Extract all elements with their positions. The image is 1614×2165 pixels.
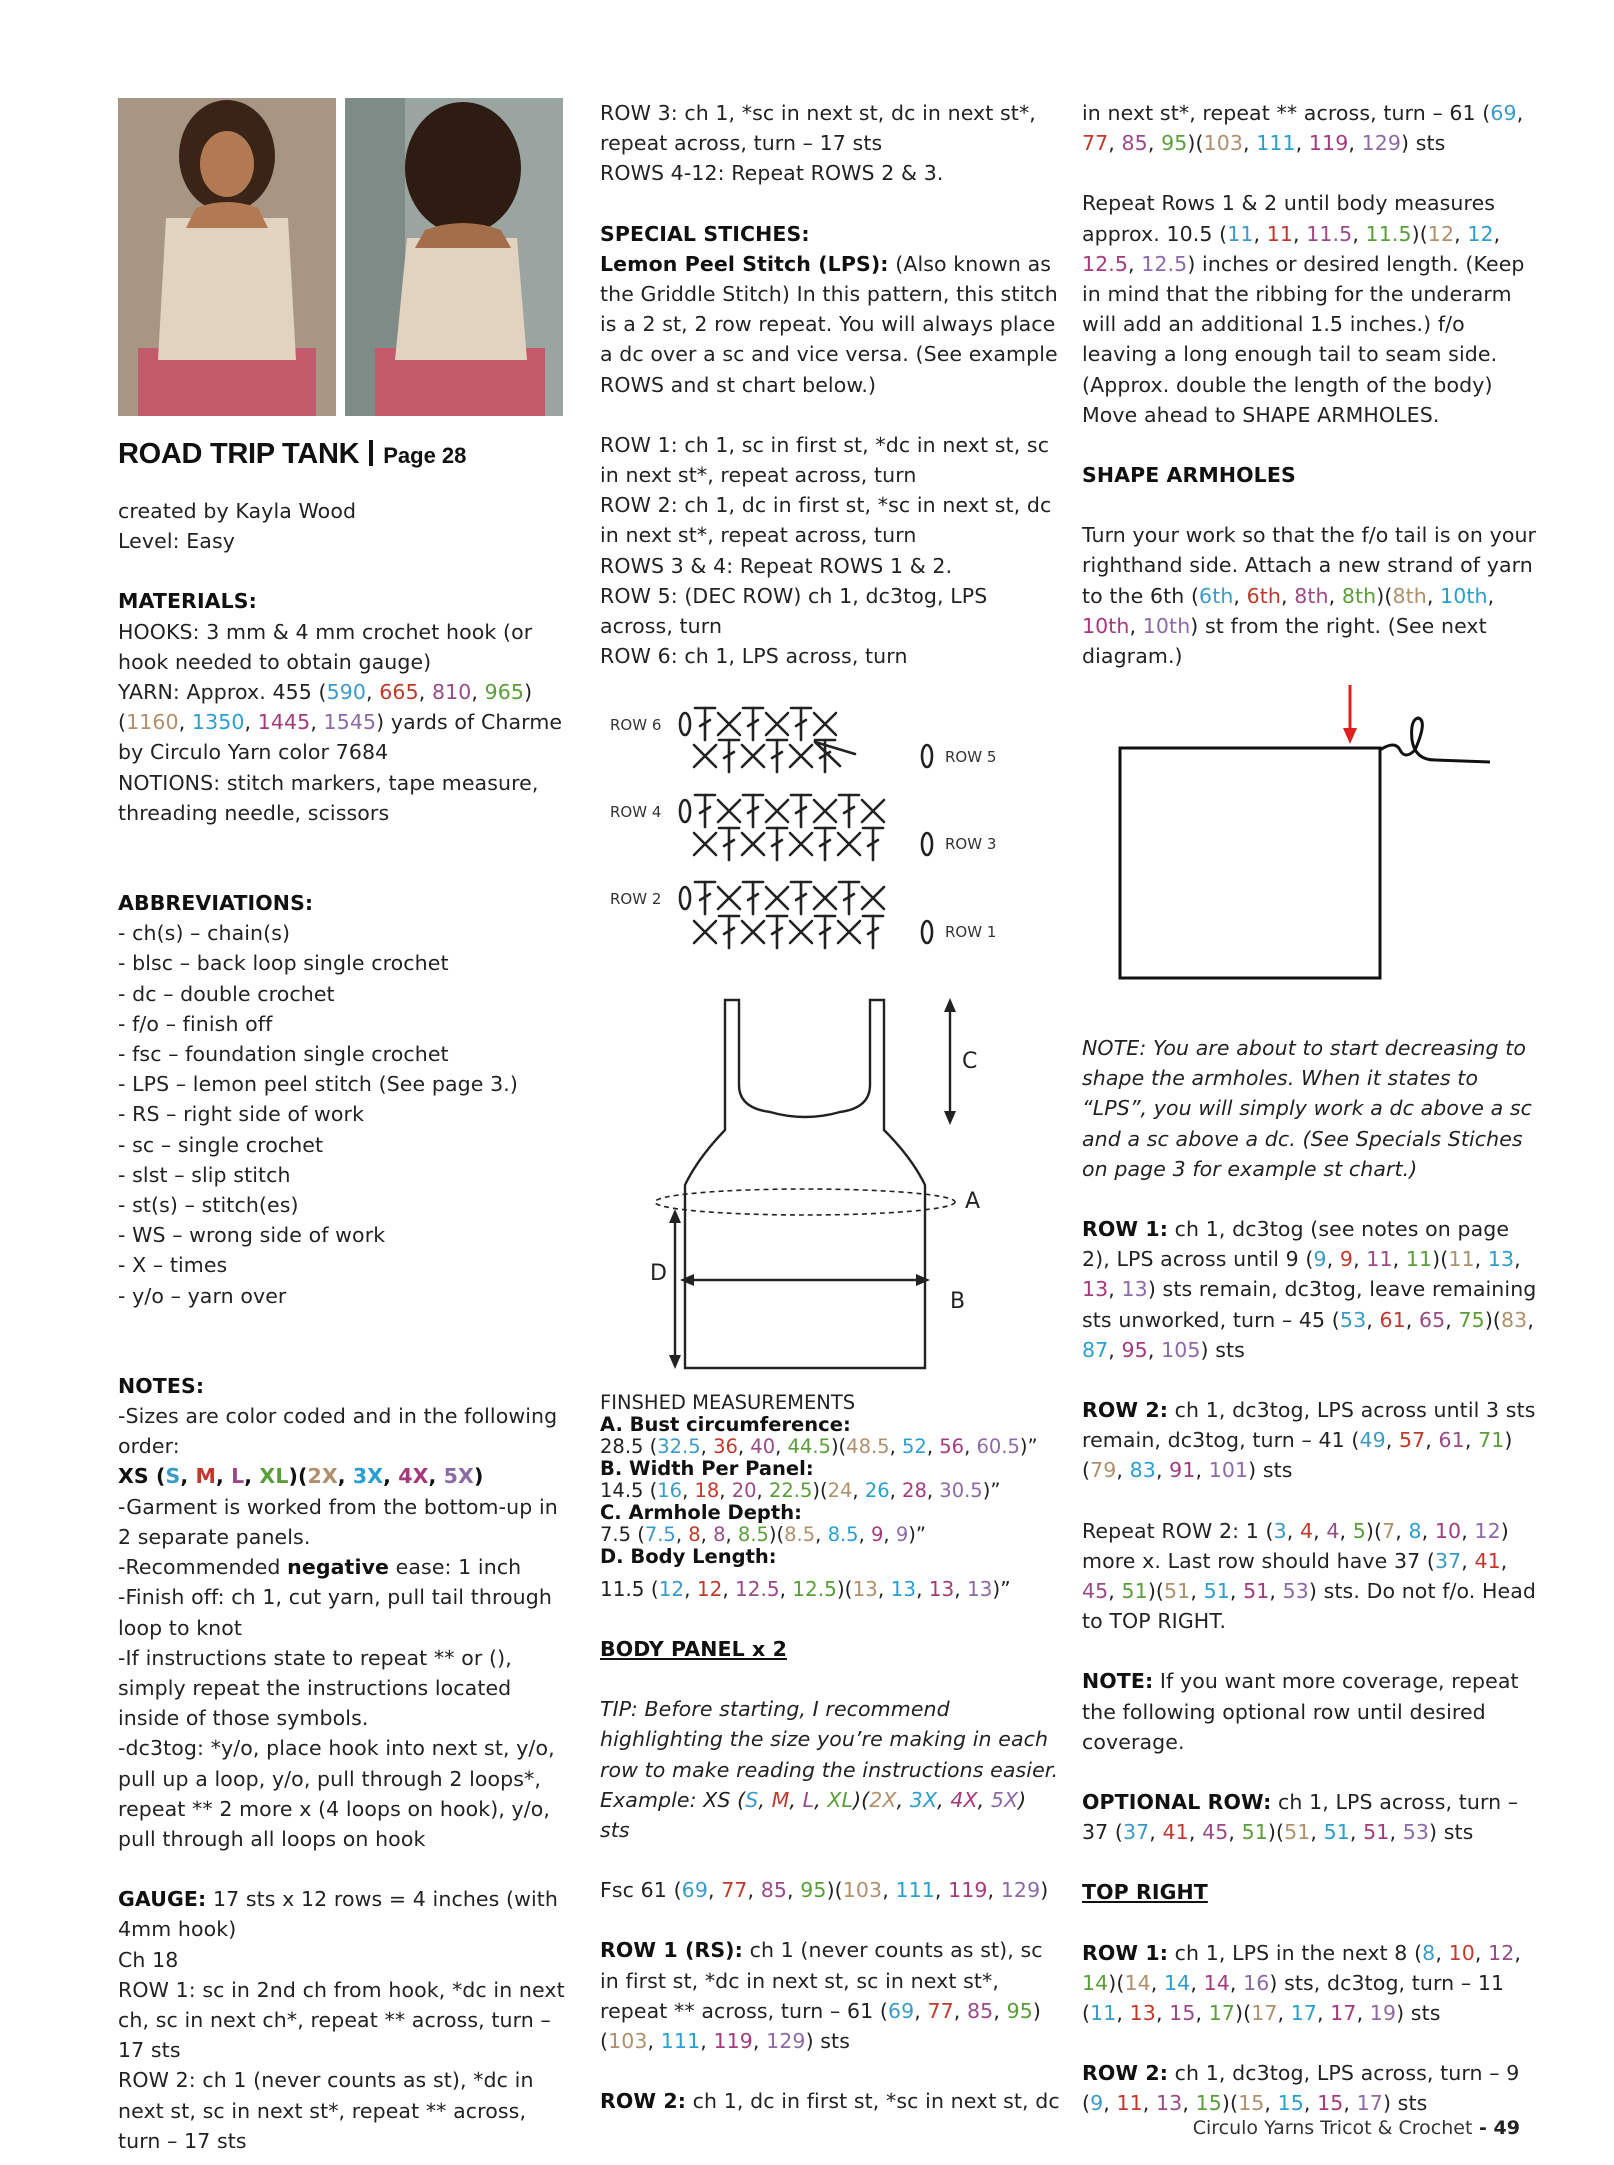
notions-line: NOTIONS: stitch markers, tape measure, threading needle, scissors bbox=[118, 770, 539, 825]
page-number: 49 bbox=[1493, 2117, 1520, 2139]
chart-label-row2: ROW 2 bbox=[610, 890, 662, 908]
bust-line bbox=[655, 1189, 955, 1215]
pattern-title-row bbox=[118, 438, 466, 471]
abbr-item: - LPS – lemon peel stitch (See page 3.) bbox=[118, 1072, 518, 1097]
chart-label-row3: ROW 3 bbox=[945, 835, 997, 853]
abbreviations-heading: ABBREVIATIONS: bbox=[118, 891, 314, 916]
chart-label-row5: ROW 5 bbox=[945, 748, 997, 766]
meas-b-label: B. Width Per Panel: bbox=[600, 1457, 814, 1480]
body-panel-heading: BODY PANEL x 2 bbox=[600, 1637, 787, 1661]
column-3-lower bbox=[1082, 1033, 1542, 2119]
finished-measurements bbox=[600, 1392, 1060, 1604]
lps-description: Lemon Peel Stitch (LPS): (Also known as the Griddle Stitch) In this pattern, this stitch is a 2 st, 2 row repeat. You will always place a dc over a sc and vice versa. (See example ROWS and st chart below.) bbox=[600, 251, 1058, 397]
special-stitches-heading: SPECIAL STICHES: bbox=[600, 221, 810, 246]
armhole-row-1: ROW 1: ch 1, dc3tog (see notes on page 2), LPS across until 9 (9, 9, 11, 11)(11, 13, 13, 13) sts remain, dc3tog, leave remaining sts unworked, turn – 45 (53, 61, 65, 75)(83, 87, 95, 105) sts bbox=[1082, 1217, 1537, 1362]
model-back-image bbox=[345, 98, 563, 416]
repeat-rows-line: Repeat Rows 1 & 2 until body measures approx. 10.5 (11, 11, 11.5, 11.5)(12, 12, 12.5, 12.5) inches or desired length. (Keep in mind that the ribbing for the underarm will add an additional 1.5 inches.) f/o leaving a long enough tail to seam side. (Approx. double the length of the body) Move ahead to SHAPE ARMHOLES. bbox=[1082, 191, 1525, 427]
finish-off-note: -Finish off: ch 1, cut yarn, pull tail through loop to knot bbox=[118, 1585, 552, 1640]
meas-d-values: 11.5 (12, 12, 12.5, 12.5)(13, 13, 13, 13)” bbox=[600, 1577, 1011, 1601]
model-front-photo bbox=[118, 98, 336, 416]
chain-symbol bbox=[680, 713, 690, 735]
abbr-item: - WS – wrong side of work bbox=[118, 1223, 386, 1248]
armhole-row-2: ROW 2: ch 1, dc3tog, LPS across until 3 sts remain, dc3tog, turn – 41 (49, 57, 61, 71)(79, 83, 91, 101) sts bbox=[1082, 1398, 1536, 1483]
pattern-title: ROAD TRIP TANK bbox=[118, 438, 360, 470]
top-right-row-2: ROW 2: ch 1, dc3tog, LPS across, turn – 9 (9, 11, 13, 15)(15, 15, 15, 17) sts bbox=[1082, 2061, 1520, 2116]
column-3 bbox=[1082, 98, 1542, 671]
chart-label-row6: ROW 6 bbox=[610, 716, 662, 734]
yarn-line: YARN: Approx. 455 (590, 665, 810, 965)(1160, 1350, 1445, 1545) yards of Charme by Circulo Yarn color 7684 bbox=[118, 680, 563, 765]
italic-note: NOTE: You are about to start decreasing to shape the armholes. When it states to “LPS”, you will simply work a dc above a sc and a sc above a dc. (See Specials Stiches on page 3 for example st chart.) bbox=[1082, 1036, 1533, 1181]
notes-sizes-line: -Sizes are color coded and in the following order: bbox=[118, 1404, 558, 1459]
label-a: A bbox=[965, 1189, 981, 1214]
example-row: ROWS 3 & 4: Repeat ROWS 1 & 2. bbox=[600, 553, 953, 578]
column-2 bbox=[600, 98, 1060, 671]
dc3tog-note: -dc3tog: *y/o, place hook into next st, y/o, pull up a loop, y/o, pull through 2 loops*, repeat ** 2 more x (4 loops on hook), y/o, pull through all loops on hook bbox=[118, 1736, 555, 1851]
shape-armholes-heading: SHAPE ARMHOLES bbox=[1082, 463, 1296, 488]
page-reference: Page 28 bbox=[383, 443, 467, 468]
tank-schematic bbox=[640, 990, 1010, 1375]
abbr-item: - st(s) – stitch(es) bbox=[118, 1193, 299, 1218]
abbr-item: - RS – right side of work bbox=[118, 1102, 365, 1127]
gauge-row: ROWS 4-12: Repeat ROWS 2 & 3. bbox=[600, 161, 944, 186]
abbr-item: - sc – single crochet bbox=[118, 1132, 324, 1157]
column-1 bbox=[118, 496, 573, 2156]
notes-heading: NOTES: bbox=[118, 1373, 205, 1398]
gauge-row: ROW 2: ch 1 (never counts as st), *dc in next st, sc in next st*, repeat ** across, turn – 17 sts bbox=[118, 2068, 534, 2153]
optional-row: OPTIONAL ROW: ch 1, LPS across, turn –37 (37, 41, 45, 51)(51, 51, 51, 53) sts bbox=[1082, 1790, 1519, 1845]
chart-label-row4: ROW 4 bbox=[610, 803, 662, 821]
turn-work-line: Turn your work so that the f/o tail is on your righthand side. Attach a new strand of yarn to the 6th (6th, 6th, 8th, 8th)(8th, 10th, 10th, 10th) st from the right. (See next diagram.) bbox=[1082, 523, 1537, 669]
meas-b-values: 14.5 (16, 18, 20, 22.5)(24, 26, 28, 30.5)” bbox=[600, 1479, 1001, 1502]
abbr-item: - ch(s) – chain(s) bbox=[118, 921, 291, 946]
example-row: ROW 5: (DEC ROW) ch 1, dc3tog, LPS across, turn bbox=[600, 583, 988, 639]
stitch-chart bbox=[605, 676, 1025, 961]
gauge-line: GAUGE: 17 sts x 12 rows = 4 inches (with 4mm hook) bbox=[118, 1887, 559, 1942]
bottom-up-note: -Garment is worked from the bottom-up in 2 separate panels. bbox=[118, 1494, 558, 1549]
abbr-item: - blsc – back loop single crochet bbox=[118, 951, 449, 976]
body-row-2: ROW 2: ch 1, dc in first st, *sc in next st, dc bbox=[600, 2089, 1060, 2114]
coverage-note: NOTE: If you want more coverage, repeat the following optional row until desired coverage. bbox=[1082, 1669, 1519, 1754]
chain-symbol bbox=[922, 921, 932, 943]
model-back-photo bbox=[345, 98, 563, 416]
example-row: ROW 1: ch 1, sc in first st, *dc in next st, sc in next st*, repeat across, turn bbox=[600, 432, 1050, 488]
hooks-line: HOOKS: 3 mm & 4 mm crochet hook (or hook needed to obtain gauge) bbox=[118, 619, 533, 674]
materials-heading: MATERIALS: bbox=[118, 589, 257, 614]
abbr-item: - y/o – yarn over bbox=[118, 1283, 287, 1308]
abbr-item: - f/o – finish off bbox=[118, 1011, 273, 1036]
gauge-row: ROW 1: sc in 2nd ch from hook, *dc in next ch, sc in next ch*, repeat ** across, turn – 17 sts bbox=[118, 1977, 565, 2063]
chain-symbol bbox=[922, 745, 932, 767]
label-b: B bbox=[950, 1289, 966, 1314]
measurements-heading: FINSHED MEASUREMENTS bbox=[600, 1391, 856, 1414]
label-c: C bbox=[962, 1049, 978, 1074]
page-footer: Circulo Yarns Tricot & Crochet - 49 bbox=[1192, 2117, 1520, 2139]
tip-text: TIP: Before starting, I recommend highlighting the size you’re making in each row to make reading the instructions easier. Example: XS (S, M, L, XL)(2X, 3X, 4X, 5X) sts bbox=[600, 1697, 1059, 1843]
title-separator bbox=[369, 440, 373, 466]
chart-label-row1: ROW 1 bbox=[945, 923, 997, 941]
chain-symbol bbox=[680, 887, 690, 909]
tank-outline bbox=[685, 1000, 925, 1368]
example-row: ROW 2: ch 1, dc in first st, *sc in next st, dc in next st*, repeat across, turn bbox=[600, 493, 1052, 548]
label-d: D bbox=[650, 1261, 667, 1286]
gauge-row: Ch 18 bbox=[118, 1947, 179, 1972]
fsc-line: Fsc 61 (69, 77, 85, 95)(103, 111, 119, 129) bbox=[600, 1878, 1049, 1903]
meas-c-values: 7.5 (7.5, 8, 8, 8.5)(8.5, 8.5, 9, 9)” bbox=[600, 1523, 926, 1546]
size-legend: XS (S, M, L, XL)(2X, 3X, 4X, 5X) bbox=[118, 1464, 484, 1489]
abbr-item: - slst – slip stitch bbox=[118, 1162, 291, 1187]
ease-note: -Recommended negative ease: 1 inch bbox=[118, 1555, 522, 1580]
work-square bbox=[1120, 748, 1380, 978]
body-row-2-cont: in next st*, repeat ** across, turn – 61 (69, 77, 85, 95)(103, 111, 119, 129) sts bbox=[1082, 101, 1524, 156]
chain-symbol bbox=[922, 833, 932, 855]
meas-a-values: 28.5 (32.5, 36, 40, 44.5)(48.5, 52, 56, 60.5)” bbox=[600, 1435, 1038, 1458]
repeat-row-2: Repeat ROW 2: 1 (3, 4, 4, 5)(7, 8, 10, 12) more x. Last row should have 37 (37, 41, 45, 51)(51, 51, 51, 53) sts. Do not f/o. Head to TOP RIGHT. bbox=[1082, 1518, 1537, 1634]
abbr-item: - fsc – foundation single crochet bbox=[118, 1042, 449, 1067]
example-row: ROW 6: ch 1, LPS across, turn bbox=[600, 644, 908, 669]
yarn-tail bbox=[1380, 718, 1490, 762]
chain-symbol bbox=[680, 800, 690, 822]
top-right-heading: TOP RIGHT bbox=[1082, 1880, 1208, 1905]
repeat-note: -If instructions state to repeat ** or (), simply repeat the instructions located inside of those symbols. bbox=[118, 1645, 512, 1731]
column-2-lower bbox=[600, 1634, 1060, 2116]
meas-d-label: D. Body Length: bbox=[600, 1545, 777, 1568]
designer-line: created by Kayla Wood bbox=[118, 499, 357, 523]
abbr-item: - dc – double crochet bbox=[118, 981, 335, 1006]
attach-yarn-diagram bbox=[1110, 680, 1500, 990]
model-front-image bbox=[118, 98, 336, 416]
meas-a-label: A. Bust circumference: bbox=[600, 1413, 851, 1436]
meas-c-label: C. Armhole Depth: bbox=[600, 1501, 802, 1524]
body-row-1: ROW 1 (RS): ch 1 (never counts as st), sc in first st, *dc in next st, sc in next st*, repeat ** across, turn – 61 (69, 77, 85, 95)(103, 111, 119, 129) sts bbox=[600, 1938, 1043, 2054]
level-line: Level: Easy bbox=[118, 529, 235, 554]
gauge-row: ROW 3: ch 1, *sc in next st, dc in next st*, repeat across, turn – 17 sts bbox=[600, 101, 1036, 156]
abbr-item: - X – times bbox=[118, 1253, 228, 1278]
top-right-row-1: ROW 1: ch 1, LPS in the next 8 (8, 10, 12, 14)(14, 14, 14, 16) sts, dc3tog, turn – 11 (11, 13, 15, 17)(17, 17, 17, 19) sts bbox=[1082, 1940, 1522, 2026]
